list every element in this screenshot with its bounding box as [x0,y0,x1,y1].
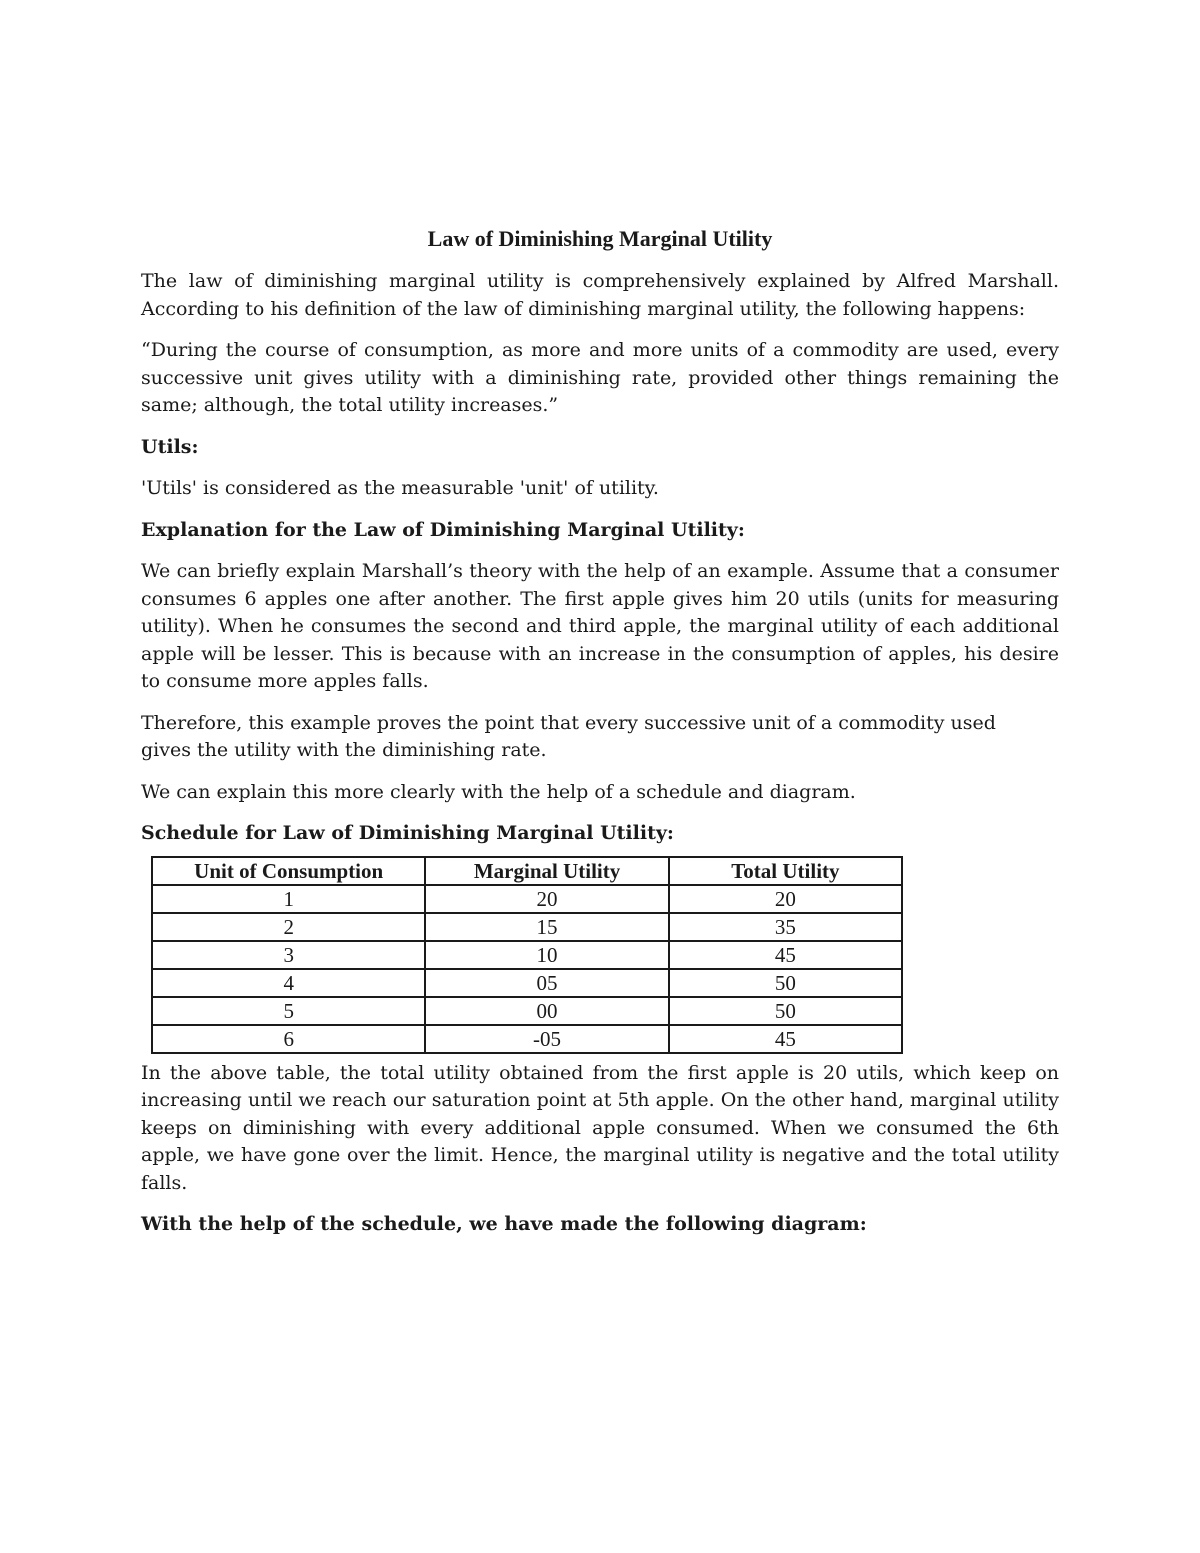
cell-marginal: 05 [425,969,668,997]
cell-unit: 4 [152,969,425,997]
schedule-heading: Schedule for Law of Diminishing Marginal Utility: [141,822,674,844]
cell-marginal: 10 [425,941,668,969]
cell-unit: 6 [152,1025,425,1053]
explanation-paragraph: We can briefly explain Marshall’s theory with the help of an example. Assume that a consumer consumes 6 apples one after another. The first apple gives him 20 utils (units for measuring utility). When he consumes the second and third apple, the marginal utility of each additional apple will be lesser. This is because with an increase in the consumption of apples, his desire to consume more apples falls. [141,560,1059,692]
document-page [141,222,1059,1253]
table-row [152,885,902,913]
utils-heading: Utils: [141,435,199,458]
cell-unit: 5 [152,997,425,1025]
intro-paragraph: The law of diminishing marginal utility is comprehensively explained by Alfred Marshall. According to his definition of the law of diminishing marginal utility, the following happens: [141,270,1059,320]
table-row [152,997,902,1025]
marshall-quote: “During the course of consumption, as more and more units of a commodity are used, every successive unit gives utility with a diminishing rate, provided other things remaining the same; although, the total utility increases.” [141,339,1059,416]
cell-total: 45 [669,1025,902,1053]
cell-unit: 3 [152,941,425,969]
cell-marginal: 00 [425,997,668,1025]
table-row [152,1025,902,1053]
utils-definition: 'Utils' is considered as the measurable 'unit' of utility. [141,477,659,499]
cell-marginal: 20 [425,885,668,913]
cell-marginal: -05 [425,1025,668,1053]
cell-total: 50 [669,969,902,997]
explanation-heading: Explanation for the Law of Diminishing Marginal Utility: [141,518,745,541]
cell-unit: 2 [152,913,425,941]
cell-marginal: 15 [425,913,668,941]
header-unit-of-consumption: Unit of Consumption [152,857,425,885]
table-header-row [152,857,902,885]
cell-total: 20 [669,885,902,913]
table-explanation-paragraph: In the above table, the total utility obtained from the first apple is 20 utils, which keep on increasing until we reach our saturation point at 5th apple. On the other hand, marginal utility keeps on diminishing with every additional apple consumed. When we consumed the 6th apple, we have gone over the limit. Hence, the marginal utility is negative and the total utility falls. [141,1061,1059,1194]
table-row [152,941,902,969]
cell-total: 35 [669,913,902,941]
cell-total: 45 [669,941,902,969]
table-row [152,913,902,941]
document-title: Law of Diminishing Marginal Utility [427,226,773,251]
schedule-intro: We can explain this more clearly with the help of a schedule and diagram. [141,780,856,803]
schedule-table [151,856,903,1054]
table-row [152,969,902,997]
header-total-utility: Total Utility [669,857,902,885]
header-marginal-utility: Marginal Utility [425,857,668,885]
cell-total: 50 [669,997,902,1025]
cell-unit: 1 [152,885,425,913]
diagram-heading: With the help of the schedule, we have made the following diagram: [141,1213,867,1235]
therefore-paragraph: Therefore, this example proves the point that every successive unit of a commodity used gives the utility with the diminishing rate. [141,711,996,761]
